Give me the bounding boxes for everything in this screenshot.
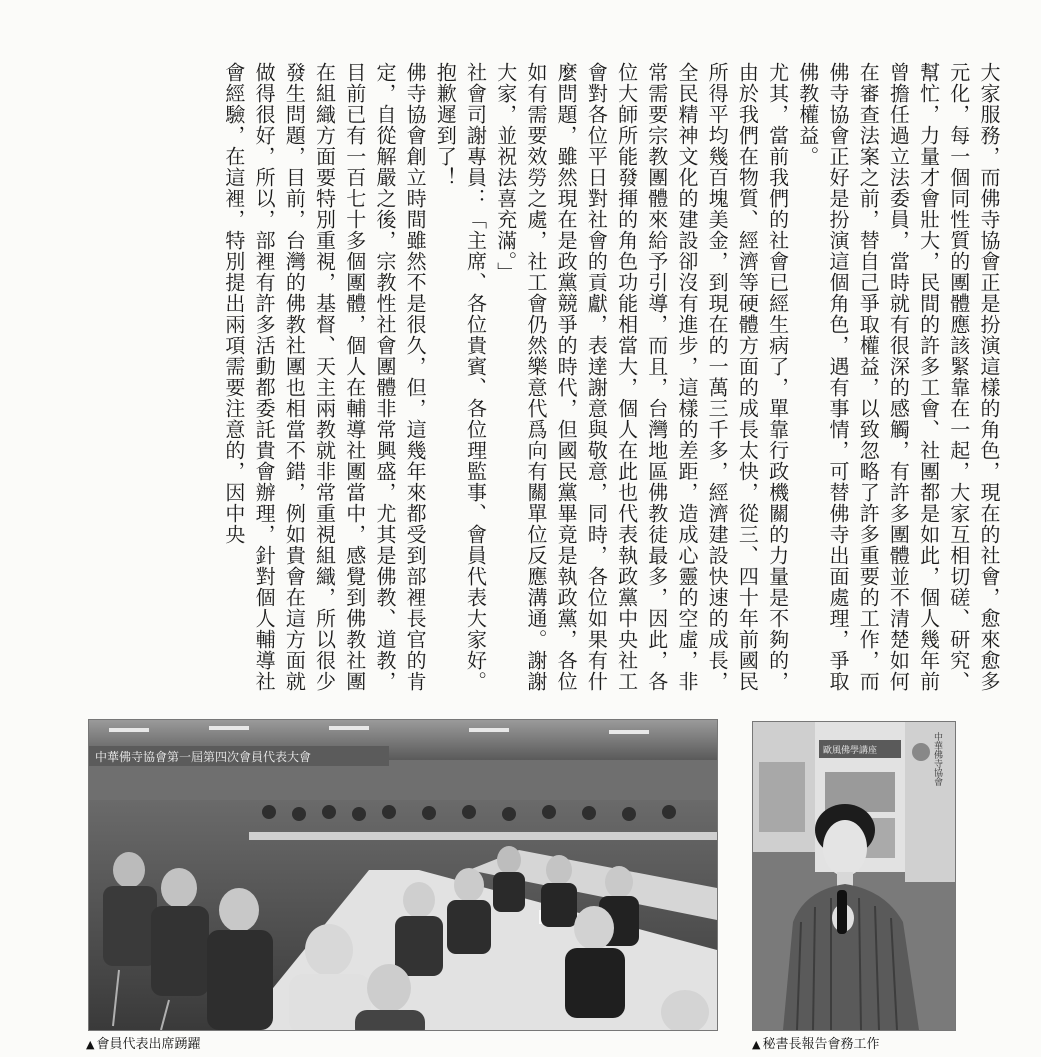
meeting-hall-photo [88, 719, 718, 1031]
poster-text-2: 歐風佛學講座 [823, 746, 878, 756]
caption-right-text: 秘書長報告會務工作 [762, 1037, 880, 1052]
banner-text: 中華佛寺協會第一屆第四次會員代表大會 [95, 750, 312, 764]
caption-left [86, 1033, 200, 1052]
paragraph-4: 佛寺協會創立時間雖然不是很久，但，這幾年來都受到部裡長官的肯定，自從解嚴之後，宗教性社會團體非常興盛，尤其是佛教、道教，目前已有一百七十多個團體，個人在輔導社團當中，感覺到佛教社團在組織方面要特別重視，基督、天主兩教就非常重視組織，所以很少發生問題，目前，台灣的佛教社團也相當不錯，例如貴會在這方面就做得很好，所以，部裡有許多活動都委託貴會辦理，針對個人輔導社會經驗，在這裡，特別提出兩項需要注意的，因中央 [221, 62, 428, 692]
poster-text-1: 中華佛寺協會 [932, 732, 942, 786]
speaker-photo [752, 721, 956, 1031]
paragraph-1: 大家服務，而佛寺協會正是扮演這樣的角色，現在的社會，愈來愈多元化，每一個同性質的團體應該緊靠在一起，大家互相切磋、研究、幫忙，力量才會壯大，民間的許多工會、社團都是如此，個人幾年前曾擔任過立法委員，當時就有很深的感觸，有許多團體並不清楚如何在審查法案之前，替自己爭取權益，以致忽略了許多重要的工作，而佛寺協會正好是扮演這個角色，遇有事情，可替佛寺出面處理，爭取佛教權益。 [795, 62, 1001, 692]
article-body [86, 62, 1004, 702]
paragraph-2: 尤其，當前我們的社會已經生病了，單靠行政機關的力量是不夠的，由於我們在物質、經濟等硬體方面的成長太快，從三、四十年前國民所得平均幾百塊美金，到現在的一萬三千多，經濟建設快速的成長，全民精神文化的建設卻沒有進步，這樣的差距，造成心靈的空虛，非常需要宗教團體來給予引導，而且，台灣地區佛教徒最多，因此，各位大師所能發揮的角色功能相當大，個人在此也代表執政黨中央社工會對各位平日對社會的貢獻，表達謝意與敬意，同時，各位如果有什麼問題，雖然現在是政黨競爭的時代，但國民黨畢竟是執政黨，各位如有需要效勞之處，社工會仍然樂意代爲向有關單位反應溝通。謝謝大家，並祝法喜充滿。」 [493, 62, 790, 692]
paragraph-3: 社會司謝專員：「主席、各位貴賓、各位理監事、會員代表大家好。抱歉遲到了！ [433, 62, 488, 692]
triangle-up-icon: ▲ [86, 1038, 95, 1051]
speaker-illustration [753, 722, 955, 1030]
triangle-up-icon: ▲ [752, 1038, 761, 1051]
caption-right [752, 1033, 879, 1052]
meeting-hall-illustration [89, 720, 717, 1030]
caption-left-text: 會員代表出席踴躍 [96, 1037, 201, 1052]
